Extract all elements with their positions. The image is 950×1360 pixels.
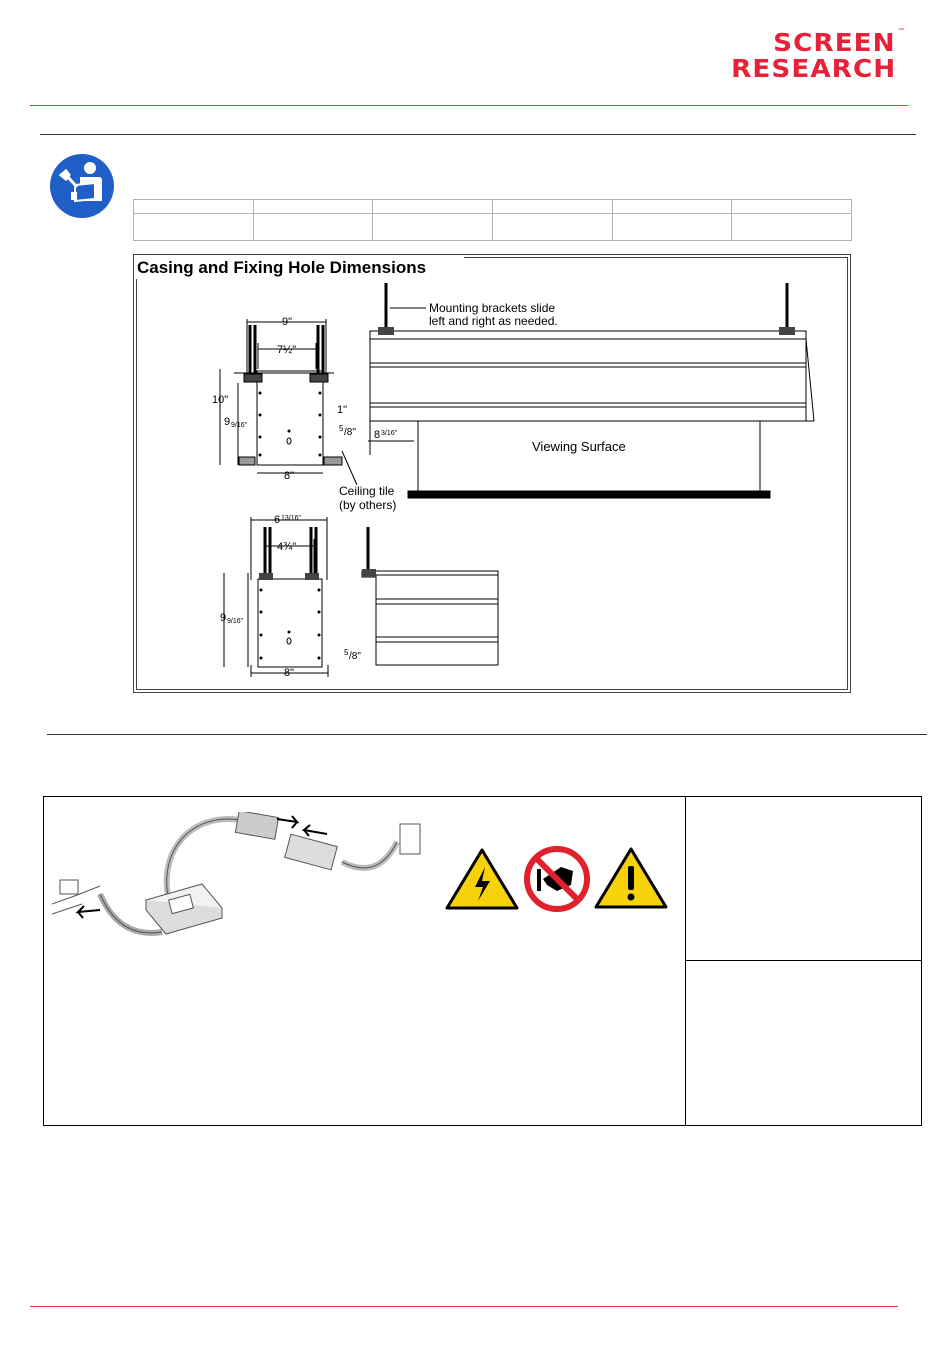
dim-height-10: 10" [212,394,229,406]
footer-divider [30,1306,898,1307]
dim-small-top-frac: 13/16" [281,515,302,522]
logo-trademark: ™ [898,28,904,34]
ceiling-tile-sublabel: (by others) [339,498,397,512]
mounting-note-line2: left and right as needed. [429,314,558,328]
table-cell [134,200,254,214]
dim-offset-5: 5 [339,424,344,433]
ceiling-tile-label: Ceiling tile [339,484,395,498]
dim-offset-5-frac: /8" [344,427,356,438]
maintenance-manual-icon [49,153,115,219]
table-cell [492,200,612,214]
table-cell [732,200,852,214]
dim-small-offset-frac: /8" [349,651,361,662]
table-row [134,200,852,214]
dim-small-height-frac: 9/16" [227,618,244,625]
dim-offset-8: 8 [374,429,381,441]
general-warning-icon [594,846,668,910]
section-divider-top [40,134,916,135]
electric-hazard-icon [445,847,519,911]
dim-height-9-frac: 9/16" [231,422,248,429]
connection-box-side-divider [685,960,922,961]
dim-small-height: 9 [220,612,227,624]
dim-small-inner: 4¾" [277,541,297,553]
section-divider-middle [47,734,927,735]
casing-dimensions-figure [133,254,851,693]
table-cell [373,214,493,241]
table-cell [492,214,612,241]
cable-connection-illustration [52,812,422,952]
casing-diagram [134,255,852,694]
header-divider [30,105,908,106]
table-cell [134,214,254,241]
table-cell [373,200,493,214]
dim-height-9: 9 [224,416,231,428]
logo-line-1: SCREEN [773,28,896,57]
table-cell [732,214,852,241]
dim-offset-1: 1" [337,404,348,416]
no-touch-icon [523,845,591,913]
dim-offset-8-frac: 3/16" [381,430,398,437]
table-row [134,214,852,241]
dim-top-width: 9" [282,316,293,328]
screen-research-logo [668,28,904,84]
dim-small-bottom: 8" [284,667,295,679]
table-cell [612,214,732,241]
dim-inner-width: 7½" [277,344,297,356]
logo-line-2: RESEARCH [730,54,896,83]
figure-title: Casing and Fixing Hole Dimensions [137,258,427,277]
dim-small-offset: 5 [344,648,349,657]
table-cell [253,200,373,214]
dim-small-top: 6 [274,514,281,526]
table-cell [253,214,373,241]
dim-bottom-width: 8" [284,470,295,482]
spec-table [133,199,852,241]
mounting-note-line1: Mounting brackets slide [429,301,556,315]
viewing-surface-label: Viewing Surface [532,439,626,454]
connection-box-divider [685,796,686,1126]
table-cell [612,200,732,214]
